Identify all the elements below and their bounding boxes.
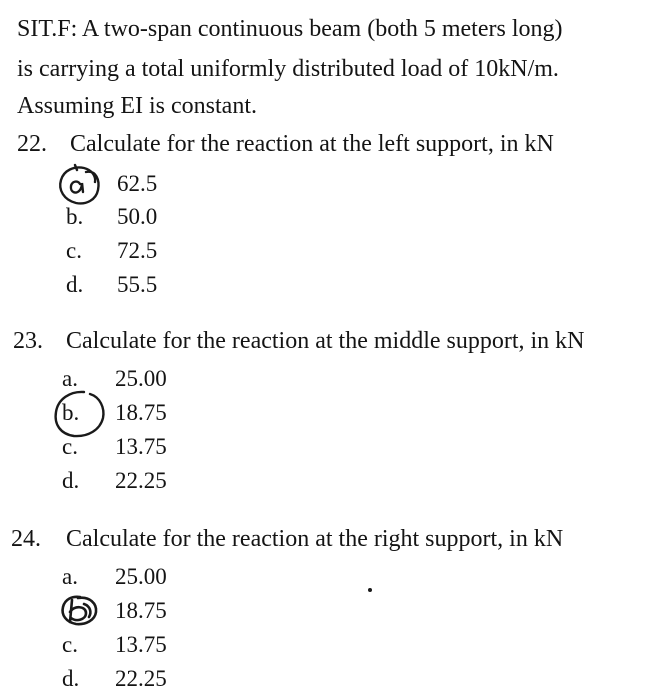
q23-choice-b-letter: b. [62,400,80,425]
q22-choice-d-letter: d. [66,272,84,297]
q22-choice-b-value: 50.0 [117,204,158,229]
q24-choice-c-value: 13.75 [115,632,167,657]
q24-choice-b-value: 18.75 [115,598,167,623]
situation-line-1: SIT.F: A two-span continuous beam (both 5 meters long) [17,16,563,42]
q23-choice-d-letter: d. [62,468,80,493]
situation-line-2: is carrying a total uniformly distributed load of 10kN/m. [17,56,559,82]
q23-choice-b-value: 18.75 [115,400,167,425]
stray-pen-dot [368,588,372,592]
q23-choice-d-value: 22.25 [115,468,167,493]
q22-choice-d-value: 55.5 [117,272,158,297]
q22-choice-c-letter: c. [66,238,82,263]
q22-choice-b-letter: b. [66,204,84,229]
question-24-number: 24. [11,526,41,552]
situation-line-3: Assuming EI is constant. [17,93,257,119]
q24-choice-a-value: 25.00 [115,564,167,589]
question-23-text: Calculate for the reaction at the middle support, in kN [66,328,585,354]
q23-choice-a-value: 25.00 [115,366,167,391]
question-24-text: Calculate for the reaction at the right support, in kN [66,526,564,552]
q22-choice-a-value: 62.5 [117,171,158,196]
question-23-number: 23. [13,328,43,354]
q24-choice-c-letter: c. [62,632,78,657]
question-22-text: Calculate for the reaction at the left support, in kN [70,131,554,157]
q24-choice-a-letter: a. [62,564,78,589]
q24-choice-d-letter: d. [62,666,80,691]
q22-choice-c-value: 72.5 [117,238,158,263]
q24-choice-b-letter [62,597,79,625]
question-22-number: 22. [17,131,47,157]
q23-choice-c-letter: c. [62,434,78,459]
q24-choice-d-value: 22.25 [115,666,167,691]
q22-choice-a-letter [64,170,80,198]
q23-choice-a-letter: a. [62,366,78,391]
q23-choice-c-value: 13.75 [115,434,167,459]
